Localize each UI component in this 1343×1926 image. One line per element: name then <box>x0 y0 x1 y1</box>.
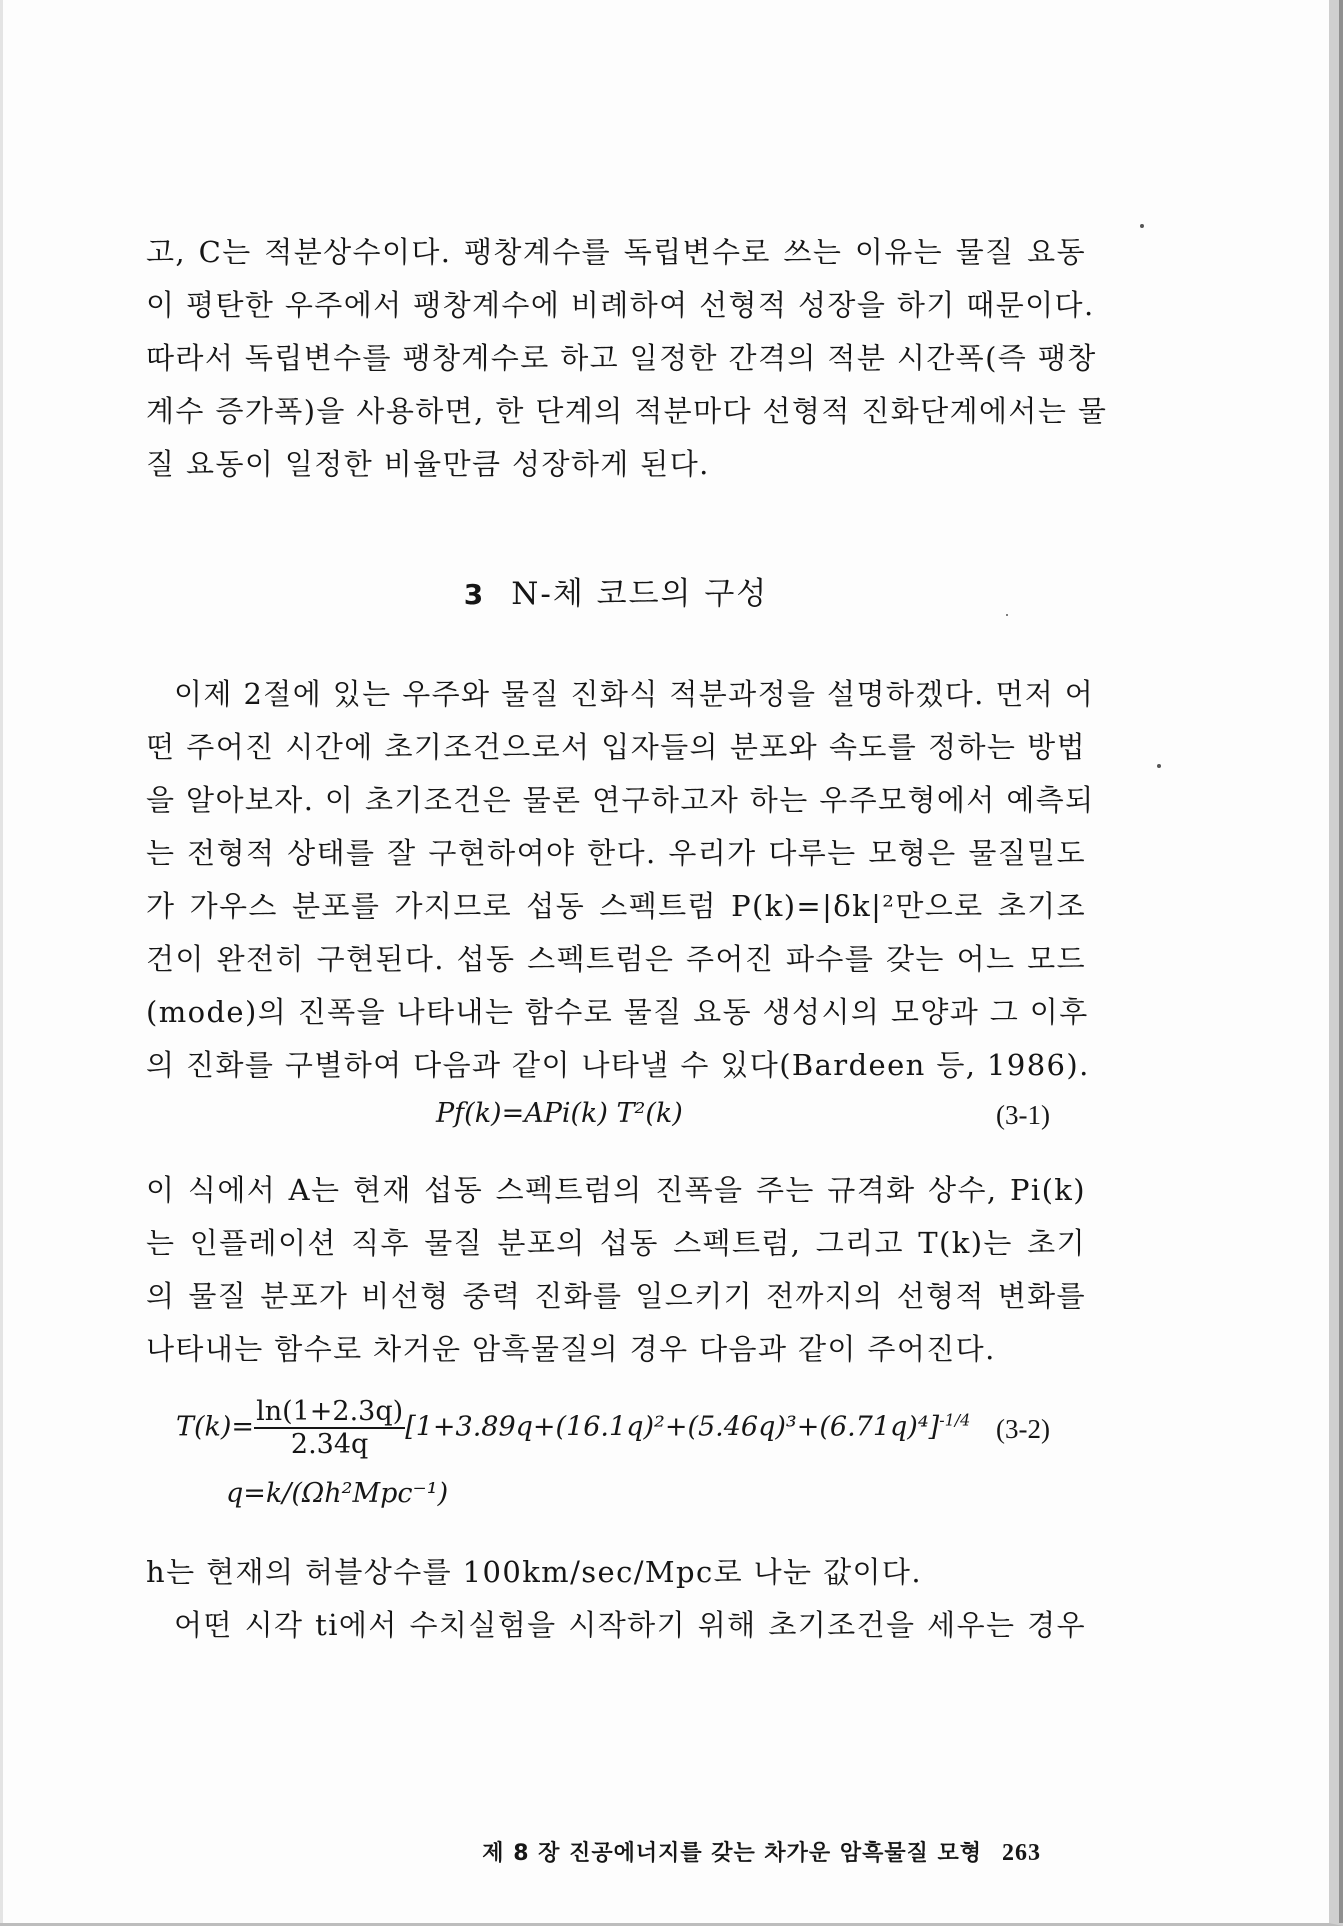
text-line: 을 알아보자. 이 초기조건은 물론 연구하고자 하는 우주모형에서 예측되 <box>146 783 1095 817</box>
text-line: 이제 2절에 있는 우주와 물질 진화식 적분과정을 설명하겠다. 먼저 어 <box>174 677 1095 711</box>
equation-number: (3-2) <box>996 1414 1050 1444</box>
paragraph-2 <box>146 668 1095 1092</box>
section-heading <box>146 568 1086 613</box>
equation-3-2 <box>176 1396 970 1460</box>
eq-lhs: T(k)= <box>176 1411 255 1443</box>
text-line: 떤 주어진 시간에 초기조건으로서 입자들의 분포와 속도를 정하는 방법 <box>146 730 1086 764</box>
section-title: N-체 코드의 구성 <box>511 576 769 612</box>
text-line: 는 인플레이션 직후 물질 분포의 섭동 스펙트럼, 그리고 T(k)는 초기 <box>146 1226 1086 1260</box>
paragraph-4 <box>146 1546 1086 1652</box>
page-number: 263 <box>1002 1840 1041 1866</box>
equation-q: q=k/(Ωh²Mpc⁻¹) <box>226 1478 449 1509</box>
text-line: 의 진화를 구별하여 다음과 같이 나타낼 수 있다(Bardeen 등, 1986). <box>146 1048 1090 1082</box>
scan-speck <box>1157 764 1161 768</box>
text-line: 가 가우스 분포를 가지므로 섭동 스펙트럼 P(k)=|δk|²만으로 초기조 <box>146 889 1086 923</box>
eq-denominator: 2.34q <box>290 1429 369 1460</box>
text-line: 계수 증가폭)을 사용하면, 한 단계의 적분마다 선형적 진화단계에서는 물 <box>146 394 1108 428</box>
eq-rhs: [1+3.89q+(16.1q)²+(5.46q)³+(6.71q)⁴] <box>405 1411 940 1443</box>
equation-number: (3-1) <box>996 1100 1050 1130</box>
scan-speck <box>1140 224 1144 228</box>
chapter-title: 제 8 장 진공에너지를 갖는 차가운 암흑물질 모형 <box>482 1841 982 1866</box>
section-number: 3 <box>463 578 486 611</box>
text-line: 나타내는 함수로 차거운 암흑물질의 경우 다음과 같이 주어진다. <box>146 1332 996 1366</box>
text-line: 어떤 시각 ti에서 수치실험을 시작하기 위해 초기조건을 세우는 경우 <box>174 1608 1086 1642</box>
text-line: 건이 완전히 구현된다. 섭동 스펙트럼은 주어진 파수를 갖는 어느 모드 <box>146 942 1086 976</box>
text-line: 이 평탄한 우주에서 팽창계수에 비례하여 선형적 성장을 하기 때문이다. <box>146 288 1095 322</box>
equation-3-1: Pf(k)=APi(k) T²(k) <box>436 1098 683 1129</box>
text-line: 는 전형적 상태를 잘 구현하여야 한다. 우리가 다루는 모형은 물질밀도 <box>146 836 1086 870</box>
paragraph-3 <box>146 1164 1086 1376</box>
text-line: (mode)의 진폭을 나타내는 함수로 물질 요동 생성시의 모양과 그 이후 <box>146 995 1089 1029</box>
text-line: 질 요동이 일정한 비율만큼 성장하게 된다. <box>146 447 710 481</box>
text-line: 따라서 독립변수를 팽창계수로 하고 일정한 간격의 적분 시간폭(즉 팽창 <box>146 341 1097 375</box>
eq-fraction <box>254 1396 405 1460</box>
eq-numerator: ln(1+2.3q) <box>256 1396 404 1427</box>
text-line: 이 식에서 A는 현재 섭동 스펙트럼의 진폭을 주는 규격화 상수, Pi(k) <box>146 1173 1086 1207</box>
scan-speck <box>1006 614 1008 616</box>
text-line: 고, C는 적분상수이다. 팽창계수를 독립변수로 쓰는 이유는 물질 요동 <box>146 235 1086 269</box>
page-footer <box>482 1836 1041 1867</box>
eq-exponent: -1/4 <box>939 1410 971 1430</box>
text-line: h는 현재의 허블상수를 100km/sec/Mpc로 나눈 값이다. <box>146 1555 922 1589</box>
text-line: 의 물질 분포가 비선형 중력 진화를 일으키기 전까지의 선형적 변화를 <box>146 1279 1086 1313</box>
paragraph-1 <box>146 226 1108 491</box>
